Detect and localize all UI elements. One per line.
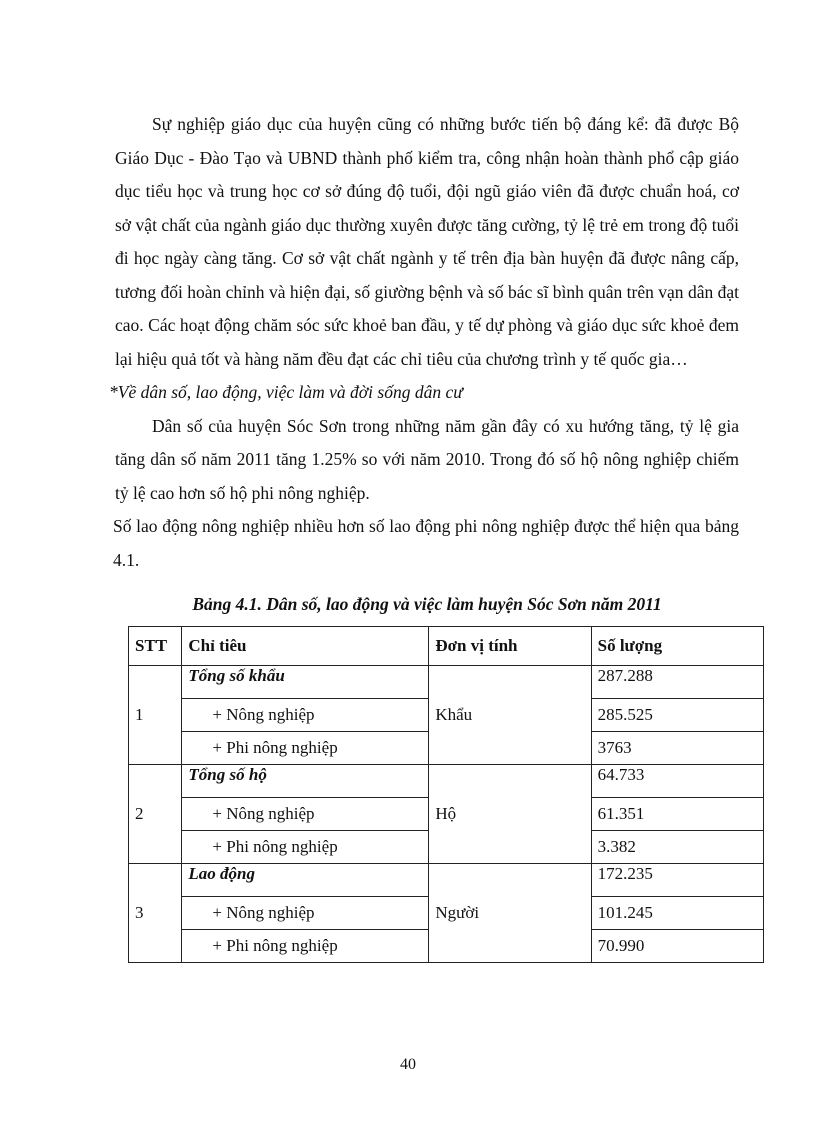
cell-quantity: 70.990 [591,930,763,963]
cell-indicator: + Nông nghiệp [182,699,429,732]
cell-unit: Khẩu [429,666,591,765]
paragraph-education-health: Sự nghiệp giáo dục của huyện cũng có những bước tiến bộ đáng kể: đã được Bộ Giáo Dục - Đào Tạo và UBND thành phố kiểm tra, công nhận hoàn thành phổ cập giáo dục tiểu học và trung học cơ sở đúng độ tuổi, đội ngũ giáo viên đã được chuẩn hoá, cơ sở vật chất của ngành giáo dục thường xuyên được tăng cường, tỷ lệ trẻ em trong độ tuổi đi học ngày càng tăng. Cơ sở vật chất ngành y tế trên địa bàn huyện đã được nâng cấp, tương đối hoàn chỉnh và hiện đại, số giường bệnh và số bác sĩ bình quân trên vạn dân đạt cao. Các hoạt động chăm sóc sức khoẻ ban đầu, y tế dự phòng và giáo dục sức khoẻ đem lại hiệu quả tốt và hàng năm đều đạt các chỉ tiêu của chương trình y tế quốc gia… [115,114,739,369]
cell-quantity: 287.288 [591,666,763,699]
section-heading-population: *Về dân số, lao động, việc làm và đời sống dân cư [109,382,463,402]
cell-quantity: 3.382 [591,831,763,864]
cell-stt: 3 [129,864,182,963]
cell-quantity: 61.351 [591,798,763,831]
cell-indicator: Tổng số khẩu [182,666,429,699]
paragraph-labor: Số lao động nông nghiệp nhiều hơn số lao động phi nông nghiệp được thể hiện qua bảng 4.1. [113,516,739,570]
cell-indicator: Lao động [182,864,429,897]
cell-indicator: + Phi nông nghiệp [182,930,429,963]
cell-stt: 2 [129,765,182,864]
cell-quantity: 285.525 [591,699,763,732]
cell-unit: Người [429,864,591,963]
cell-indicator: + Phi nông nghiệp [182,831,429,864]
paragraph-population: Dân số của huyện Sóc Sơn trong những năm gần đây có xu hướng tăng, tỷ lệ gia tăng dân số năm 2011 tăng 1.25% so với năm 2010. Trong đó số hộ nông nghiệp chiếm tỷ lệ cao hơn số hộ phi nông nghiệp. [115,415,739,503]
cell-indicator: Tổng số hộ [182,765,429,798]
population-table [128,626,764,963]
cell-quantity: 3763 [591,732,763,765]
header-unit: Đơn vị tính [429,627,591,666]
table-caption: Bảng 4.1. Dân số, lao động và việc làm huyện Sóc Sơn năm 2011 [192,594,662,614]
table-row [129,666,764,699]
cell-indicator: + Nông nghiệp [182,897,429,930]
cell-quantity: 64.733 [591,765,763,798]
cell-stt: 1 [129,666,182,765]
table-row [129,864,764,897]
cell-indicator: + Phi nông nghiệp [182,732,429,765]
page-number: 40 [400,1056,416,1073]
cell-unit: Hộ [429,765,591,864]
header-indicator: Chỉ tiêu [182,627,429,666]
header-stt: STT [129,627,182,666]
cell-indicator: + Nông nghiệp [182,798,429,831]
table-row [129,765,764,798]
cell-quantity: 172.235 [591,864,763,897]
table-header-row [129,627,764,666]
header-quantity: Số lượng [591,627,763,666]
cell-quantity: 101.245 [591,897,763,930]
body-text [109,108,739,577]
